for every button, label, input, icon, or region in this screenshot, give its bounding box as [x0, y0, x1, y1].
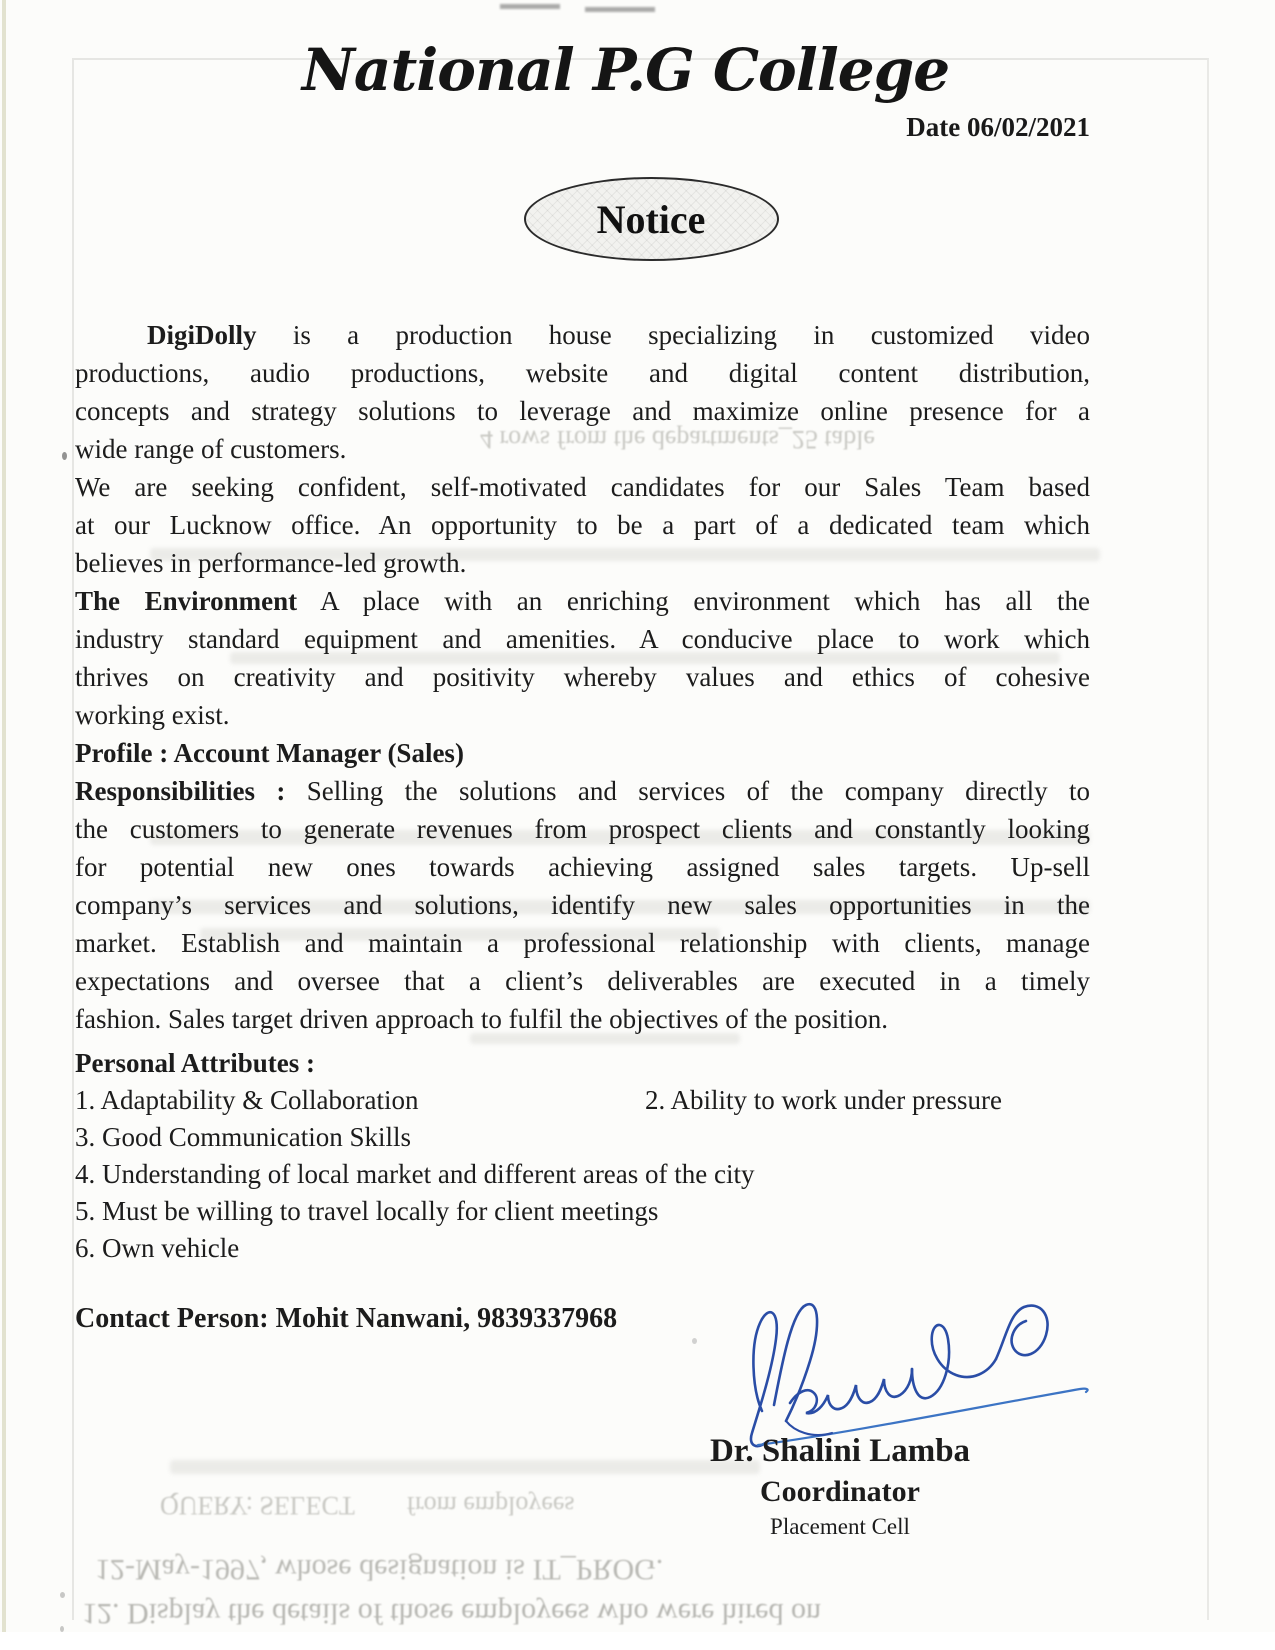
- paragraph-line: industry standard equipment and amenities. A conducive place to work which: [75, 624, 1090, 654]
- paragraph-line: for potential new ones towards achieving assigned sales targets. Up-sell: [75, 852, 1090, 882]
- paragraph-line: concepts and strategy solutions to leverage and maximize online presence for a: [75, 396, 1090, 426]
- paragraph-line: market. Establish and maintain a professional relationship with clients, manage: [75, 928, 1090, 958]
- notice-label: Notice: [596, 196, 706, 242]
- paragraph-line: working exist.: [75, 700, 230, 730]
- paragraph-line: thrives on creativity and positivity whereby values and ethics of cohesive: [75, 662, 1090, 692]
- paragraph-line: at our Lucknow office. An opportunity to be a part of a dedicated team which: [75, 510, 1090, 540]
- date-label: Date 06/02/2021: [906, 112, 1090, 142]
- signer-role: Coordinator: [760, 1475, 920, 1508]
- company-name: DigiDolly: [147, 320, 257, 350]
- paragraph-line: We are seeking confident, self-motivated candidates for our Sales Team based: [75, 472, 1090, 502]
- paragraph-line: the customers to generate revenues from prospect clients and constantly looking: [75, 814, 1090, 844]
- attributes-list: [75, 1082, 1090, 1267]
- responsibilities-paragraph: [75, 772, 1090, 1038]
- bleedthrough-text: 12-May-1997, whose designation is IT_PROG.: [95, 1553, 664, 1586]
- notice-stamp: [524, 177, 779, 261]
- seeking-paragraph: [75, 468, 1090, 582]
- paragraph-line: productions, audio productions, website and digital content distribution,: [75, 358, 1090, 388]
- intro-paragraph: [75, 316, 1090, 468]
- scan-edge: [2, 0, 6, 1632]
- bleedthrough-text: 4 rows from the departments_25 table: [480, 425, 875, 454]
- responsibilities-label: Responsibilities :: [75, 776, 286, 806]
- paragraph-line: company’s services and solutions, identify new sales opportunities in the: [75, 890, 1090, 920]
- scan-dirt-mark: [585, 7, 655, 12]
- ink-speck: [62, 452, 67, 460]
- bleedthrough-text: QUERY: SELECT from employees: [160, 1491, 575, 1520]
- attributes-heading: Personal Attributes :: [75, 1048, 315, 1078]
- paragraph-line: The Environment A place with an enriching environment which has all the: [75, 586, 1090, 616]
- paragraph-line: fashion. Sales target driven approach to fulfil the objectives of the position.: [75, 1004, 889, 1034]
- attribute-item: 4. Understanding of local market and different areas of the city: [75, 1159, 755, 1189]
- attribute-item: 1. Adaptability & Collaboration: [75, 1085, 419, 1115]
- environment-label: The Environment: [75, 586, 298, 616]
- paragraph-line: wide range of customers.: [75, 434, 347, 464]
- scan-dirt-mark: [500, 4, 560, 9]
- contact-person-line: Contact Person: Mohit Nanwani, 9839337968: [75, 1303, 618, 1334]
- paragraph-line: expectations and oversee that a client’s deliverables are executed in a timely: [75, 966, 1090, 996]
- environment-paragraph: [75, 582, 1090, 734]
- signer-department: Placement Cell: [770, 1514, 910, 1539]
- college-title: National P.G College: [301, 36, 950, 104]
- scan-bottom-edge: [0, 1632, 1275, 1650]
- attribute-item-row: [75, 1082, 1090, 1119]
- attribute-item: 5. Must be willing to travel locally for client meetings: [75, 1196, 659, 1226]
- bleedthrough-text: 12. Display the details of those employees who were hired on: [82, 1597, 821, 1630]
- paragraph-line: believes in performance-led growth.: [75, 548, 467, 578]
- paragraph-line: DigiDolly is a production house specializing in customized video: [147, 320, 1090, 350]
- attribute-item: 6. Own vehicle: [75, 1233, 240, 1263]
- ink-speck: [60, 1592, 65, 1598]
- profile-heading: Profile : Account Manager (Sales): [75, 738, 464, 768]
- attribute-item: 2. Ability to work under pressure: [645, 1085, 1002, 1115]
- ink-speck: [692, 1338, 697, 1344]
- attribute-item: 3. Good Communication Skills: [75, 1122, 412, 1152]
- paragraph-line: Responsibilities : Selling the solutions and services of the company directly to: [75, 776, 1090, 806]
- signer-name: Dr. Shalini Lamba: [709, 1433, 971, 1469]
